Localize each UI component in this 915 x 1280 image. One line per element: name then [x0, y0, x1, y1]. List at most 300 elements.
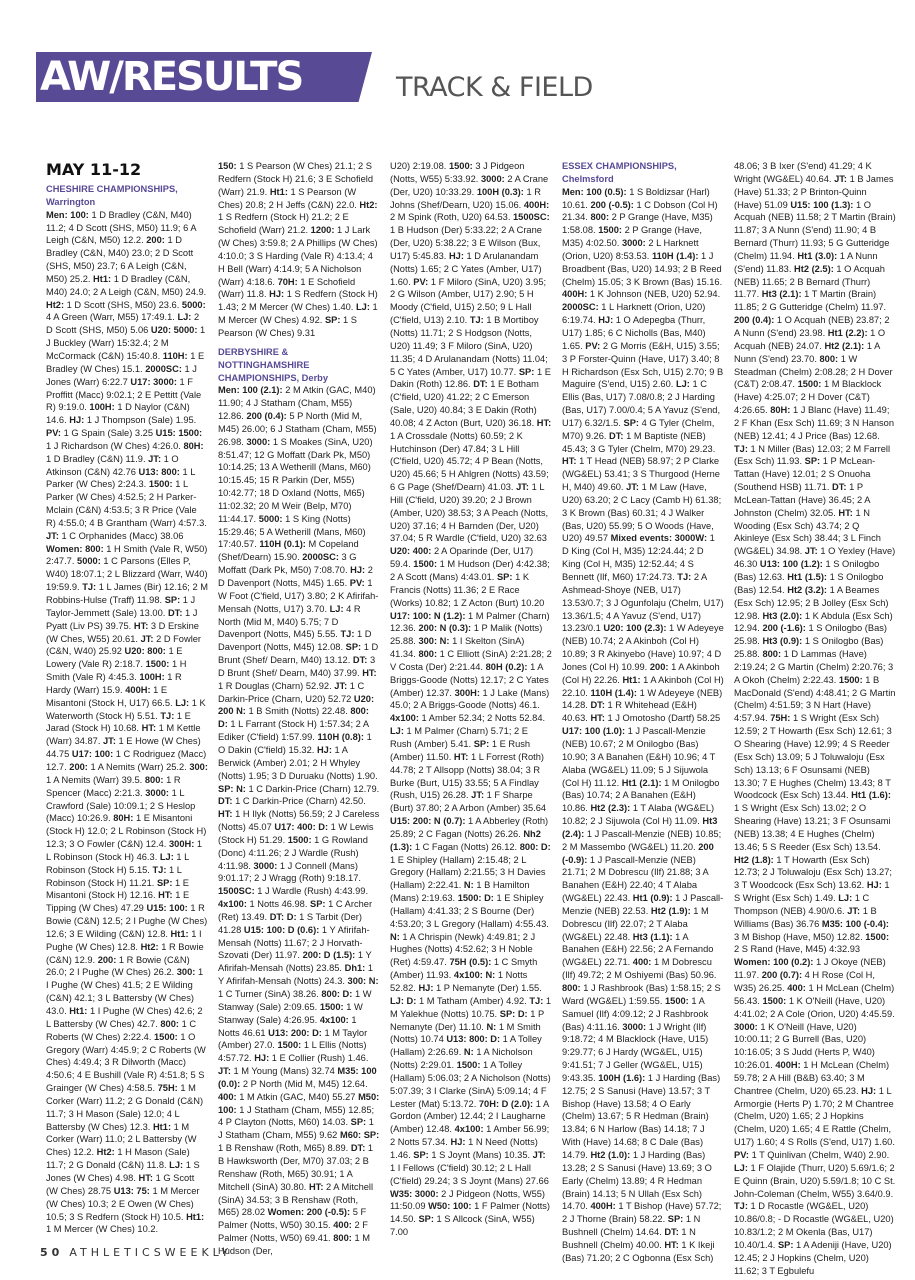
result-text: 1 L Parker (W Ches) 2:24.3. [46, 466, 196, 490]
result-text: 1 K Francis (Notts) 11.36; 2 E Race (Works) 10.82; 1 Z Acton (Burt) 10.20 [390, 572, 545, 608]
result-text: 1 J Taylor-Jemmett (Sale) 13.00. [46, 595, 196, 618]
result-text: 1 M Blacklock (Have) 4:25.07; 2 H Dover (C&T) 4:26.65. [734, 379, 882, 416]
result-text: 1 J Statham (Cham, M55) 9.62 [218, 1117, 374, 1141]
result-text: 1 E Schofield (Warr) 11.8. [218, 276, 356, 300]
results-column-2 [218, 160, 380, 1256]
result-text: 1 A Akinboh (Col H) 22.26. [562, 661, 720, 685]
event-label: Ht1: [622, 674, 641, 685]
result-text: 1 N Need (Notts) 1.46. [390, 1137, 538, 1160]
result-text: 1 A Nicholson (Notts) 2:29.01. [390, 1047, 533, 1071]
event-label: HT: [138, 1172, 153, 1183]
result-text: 3 M Bishop (Have, M50) 12.82. [734, 931, 863, 942]
event-label: SP: D: [499, 1008, 528, 1019]
event-label: LJ: [175, 697, 190, 708]
event-label: 75H (0.5): [449, 957, 492, 968]
event-label: 200 (0.4): [734, 315, 775, 326]
event-label: Ht2 (2.5): [794, 263, 834, 274]
result-text: 1 Y Afirifah-Mensah (Notts) 23.85. [218, 950, 372, 974]
event-label: LJ: [390, 726, 404, 737]
event-label: 1500: [145, 659, 170, 670]
event-label: U17: 100: [71, 749, 114, 760]
event-label: U20: 200 N: [218, 693, 375, 717]
event-label: SP: [473, 738, 490, 749]
result-text: 2 D Fowler (C&N, W40) 25.92 [46, 633, 202, 657]
event-label: 1500SC: [513, 212, 550, 223]
event-label: Ht1: [93, 273, 112, 284]
result-text: 48.06; 3 B Ixer (S'end) 41.29; 4 K Wright (WG&EL) 40.64. [734, 161, 872, 184]
event-label: DT: [590, 700, 605, 711]
event-label: 400: [632, 957, 652, 968]
event-label: 200 (-1.6): [762, 623, 806, 634]
event-label: 1200: [310, 225, 335, 236]
result-text: 1 C Turner (SinA) 38.26. [218, 989, 319, 999]
result-text: 1 H McLean (Chelm) 59.78; 2 A Hill (B&B) 63.40; 3 M Chantree (Chelm, U20) 65.23. [734, 1060, 890, 1096]
result-text: 1 J Omotosho (Dartf) 58.25 [607, 713, 721, 724]
event-label: DT: [218, 796, 233, 807]
event-label: 100H (1.6): [598, 1072, 646, 1083]
result-text: M Copeland (Shef/Dearn) 15.90. [218, 539, 359, 563]
result-text: 1 M Smith (Notts) 10.74 [390, 1021, 541, 1045]
result-text: 1 F Palmer (Notts) 14.50. [390, 1201, 551, 1225]
result-text: 1 I Pughe (W Ches) 12.8. [46, 928, 202, 952]
result-text: 1 M Taylor (Amber) 27.0. [218, 1027, 368, 1051]
result-text: 1 A Tolley (Hallam) 5:06.03; 2 A Nicholson (Notts) 5:07.39; 3 I Clarke (SinA) 5:09.14; 4 F Lester (Mat) 5:13.72. [390, 1060, 551, 1109]
result-text: 2 J Pidgeon (Notts, W55) 11:50.09 [390, 1188, 546, 1212]
event-label: 200 (-0.5): [590, 199, 634, 210]
result-text: 1 E Misantoni (Stock H, U17) 66.5. [46, 684, 173, 708]
result-text: 1 R Douglas (Charn) 52.92. [218, 680, 332, 691]
event-label: 800: D: [218, 706, 369, 730]
result-text: 2 F Palmer (Notts, W50) 69.41. [218, 1220, 368, 1244]
event-label: TJ: [529, 995, 544, 1006]
result-text: 1 J Wardle (Rush) 4:43.99. [257, 886, 369, 897]
event-label: PV: [585, 340, 601, 351]
result-text: 1 A Briggs-Goode (Notts) 12.17; 2 C Yates (Amber) 12.37. [390, 661, 549, 698]
result-text: 1 R Bowie (C&N) 26.0; 2 I Pughe (W Ches) 26.2. [46, 954, 190, 978]
event-label: SP: [324, 315, 341, 326]
result-text: 2 A Crane (Der, U20) 10:33.29. [390, 173, 549, 197]
event-label: JT: [218, 1066, 231, 1077]
event-label: 1500: [277, 1040, 302, 1051]
event-label: HJ: [69, 415, 85, 426]
event-label: 110H (1.4): [651, 250, 699, 261]
event-label: 1500: D: [457, 893, 494, 904]
event-label: 200: [146, 235, 165, 246]
result-text: 1 C Darkin-Price (Charn) 42.50. [235, 796, 366, 807]
result-text: 1 Amber 56.99; 2 Notts 57.34. [390, 1124, 550, 1148]
event-label: 80H (0.2): [485, 661, 528, 672]
event-label: 400: [333, 1220, 352, 1231]
event-label: SP: [667, 1214, 684, 1225]
result-text: 1 J Wright (Ilf) 9:18.72; 4 M Blacklock (Have, U15) 9:29.77; 6 J Hardy (WG&EL, U15) 9:41.51; 7 J Geller (WG&EL, U15) 9:43.35. [562, 1021, 709, 1083]
result-text: 1 E Misantoni (Stock H) 12.16. [46, 877, 190, 901]
result-text: 1 M Kettle (Warr) 34.87. [46, 723, 201, 747]
result-text: 1 S Moakes (SinA, U20) 8:51.47; 12 G Moffatt (Dark Pk, M50) 10:14.25; 13 A Wetherill (Mans, M60) 10:15.45; 15 R Parkin (Der, M55) 10:42.77; 18 D Oxland (Notts, M65) 11:02.32; 20 M Weir (Belp, M70) 11:44.17. [218, 436, 373, 524]
result-text: 1 N Bushnell (Chelm) 40.00. [562, 1227, 696, 1250]
result-text: 1 I Pughe (W Ches) 41.5; 2 E Wilding (C&N) 42.1; 3 L Battersby (W Ches) 43.0. [46, 967, 204, 1016]
event-label: Ht1 (2.1): [621, 777, 662, 788]
event-label: 1500: [762, 995, 787, 1006]
result-text: 1 L Harknett (Orion, U20) 6:19.74. [562, 302, 706, 326]
result-text: 1 D Naylor (C&N) 14.6. [46, 402, 190, 426]
event-label: 80H: [113, 813, 134, 824]
event-label: LJ: [355, 302, 370, 313]
event-label: 200: D (1.5): [302, 950, 356, 961]
event-label: 800: [333, 1233, 352, 1244]
result-text: 1 M Palmer (Charn) 12.36. [390, 610, 550, 634]
result-text: 1 K Waterworth (Stock H) 5.51. [46, 697, 206, 721]
result-text: 1 O Acquah (NEB) 11.65; 2 B Bernard (Thurr) 11.77. [734, 263, 885, 300]
meeting-heading: ESSEX CHAMPIONSHIPS, Chelmsford [562, 161, 677, 184]
result-text: 1 J Buckley (Warr) 15:32.4; 2 M McCormack (C&N) 15:40.8. [46, 325, 206, 361]
event-label: LJ: [838, 893, 853, 904]
result-text: 1 K Ikeji (Bas) 71.20; 2 C Ogbonna (Esx Sch) [562, 1239, 715, 1263]
event-label: LJ: [734, 1162, 748, 1173]
results-column-5 [734, 160, 896, 1276]
event-label: 800: [590, 212, 610, 223]
result-text: 1 P Malik (Notts) 25.88. [390, 623, 543, 647]
result-text: 1 C Smyth (Amber) 11.93. [390, 957, 538, 981]
event-label: DT: D: [269, 911, 297, 922]
result-text: 1 P McLean-Tattan (Have) 36.45; 2 A Johnston (Chelm) 32.05. [734, 482, 870, 518]
result-text: 1 W Stanway (Sale) 2:09.65. [218, 989, 372, 1012]
event-label: JT: [834, 173, 847, 184]
result-text: 1 J Thompson (Sale) 1.95. [86, 415, 197, 426]
result-text: 1 L Crawford (Sale) 10:09.1; 2 S Heslop (Macc) 10:26.9. [46, 787, 196, 824]
result-text: 1 A Banahen (E&H) 22.56; 2 A Fernando (WG&EL) 22.71. [562, 931, 714, 968]
result-text: 1 S Wright (Esx Sch) 1.49. [734, 880, 890, 904]
result-text: 1 M Baptiste (NEB) 45.43; 3 G Tyler (Chelm, M70) 29.23. [562, 430, 716, 454]
event-label: 300H: [168, 839, 195, 850]
event-label: 800: [418, 649, 438, 660]
result-text: 1 J Harding (Bas) 13.28; 2 S Sanusi (Have) 13.69; 3 O Early (Chelm) 13.89; 4 R Hedman (Brain) 14.13; 5 N Ullah (Esx Sch) 14.70. [562, 1149, 712, 1212]
result-text: 2 L Harknett (Orion, U20) 8:53.53. [562, 238, 699, 261]
result-text: 1 W Adeyeye (NEB) 10.74; 2 A Akinboh (Col H) 10.89; 3 R Akinyebo (Have) 10.97; 4 D Jones (Col H) 10.99. [562, 623, 724, 672]
event-label: 1500: [598, 225, 622, 236]
event-label: TJ: [734, 443, 748, 454]
event-label: 200: [649, 661, 669, 672]
event-label: HT: [133, 620, 149, 631]
event-label: Ht2 (1.8): [734, 854, 774, 865]
result-text: 1 J Blanc (Have) 11.49; 2 F Khan (Esx Sch) 11.69; 3 N Hanson (NEB) 12.41; 4 J Price (Bas) 12.68. [734, 405, 895, 441]
event-label: 4x100: [390, 713, 419, 724]
result-text: 1 D Brunt (Shef/ Dearn, M40) 13.12. [218, 642, 379, 666]
event-label: DT: [167, 607, 183, 618]
result-text: 1 D Lammas (Have) 2:19.24; 2 G Martin (Chelm) 2:20.76; 3 A Okoh (Chelm) 2:22.43. [734, 649, 894, 685]
section-title: TRACK & FIELD [396, 72, 593, 103]
event-label: N: [463, 1047, 474, 1058]
result-text: 1 S Onilogbo (Bas) 25.98. [734, 623, 888, 647]
result-text: 1 M Palmer (Charn) 5.71; 2 E Rush (Amber) 5.41. [390, 726, 528, 749]
event-label: SP: [623, 417, 640, 428]
result-text: 1 W Adeyeye (NEB) 14.28. [562, 687, 723, 711]
event-label: TJ: [677, 572, 692, 582]
event-label: 70H: [277, 276, 298, 287]
event-label: 800: D: [321, 989, 353, 999]
result-text: 1 G Spain (Sale) 3.25 [63, 428, 153, 439]
event-label: N: [486, 1021, 497, 1032]
result-text: 1 D Scott (SHS, M50) 23.6. [66, 299, 180, 310]
event-label: 80H: [183, 440, 204, 451]
event-label: 200 (0.4): [246, 411, 287, 422]
result-text: 1 J Pascall-Menzie (NEB) 10.85; 2 M Massembo (WG&EL) 11.20. [562, 828, 722, 852]
result-text: 1 R Bowie (C&N) 12.5; 2 I Pughe (W Ches) 12.6; 3 E Wilding (C&N) 12.8. [46, 903, 208, 939]
result-text: 1 O Yexley (Have) 46.30 [734, 546, 896, 570]
result-text: 1 O Acquah (NEB) 24.07. [734, 327, 886, 351]
event-label: 400: [787, 983, 806, 993]
event-label: N: [390, 931, 400, 942]
event-label: 200: [69, 761, 88, 772]
result-text: 1 M Dobrescu (Ilf) 22.07; 2 T Alaba (WG&EL) 22.48. [562, 905, 709, 942]
event-label: SP: [518, 366, 535, 377]
event-label: Women: 100 (0.2): [734, 957, 814, 968]
result-text: 1 P McLean-Tattan (Have) 12.01; 2 S Onuoha (Southend HSB) 11.71. [734, 456, 876, 493]
event-label: HT: [158, 890, 173, 901]
event-label: 110H: [162, 350, 188, 361]
event-label: HJ: [866, 880, 882, 891]
event-label: Dh1: [344, 963, 366, 974]
event-label: 3000: [621, 238, 646, 249]
result-text: 1 J Okoye (NEB) 11.97. [734, 957, 886, 981]
result-text: 1 M Tatham (Amber) 4.92. [418, 995, 527, 1006]
result-text: 1 F Sharpe (Burt) 37.80; 2 A Arbon (Amber) 35.64 [390, 790, 547, 814]
event-label: 1500: [154, 1031, 178, 1042]
result-text: 1 M Atkin (GAC, M40) 55.27 [239, 1091, 356, 1102]
result-text: 1 A Samuel (Ilf) 4:09.12; 2 J Rashbrook (Bas) 4:11.16. [562, 995, 709, 1032]
date-heading: MAY 11-12 [46, 160, 142, 179]
result-text: 1 T Alaba (WG&EL) 10.82; 2 J Sijuwola (Col H) 11.09. [562, 803, 715, 827]
event-label: M60: SP: [339, 1130, 380, 1141]
event-label: 1500: [797, 379, 822, 390]
event-label: LJ: [329, 603, 344, 614]
result-text: 1 E Dakin (Roth) 12.86. [390, 366, 551, 390]
result-text: 2 M Spink (Roth, U20) 64.53. [390, 212, 511, 223]
result-text: 1 S Jones (W Ches) 4.98. [46, 1160, 200, 1183]
event-label: Mixed events: 3000W: [610, 533, 708, 544]
result-text: 2 P Grange (Have, M35) 4:02.50. [562, 225, 702, 249]
result-text: 1 O Gregory (Warr) 4:45.9; 2 C Roberts (W Ches) 4:49.4; 3 R Dilworth (Macc) 4:50.6; 4 E Bushill (Vale R) 4:51.8; 5 S Grainger (W Ches) 4:58.5. [46, 1031, 206, 1094]
result-text: 1 H McLean (Chelm) 56.43. [734, 983, 895, 1006]
result-text: 1 B Smith (Notts) 22.48. [248, 706, 348, 717]
event-label: Ht1 (1.5): [787, 572, 828, 582]
event-label: Ht3 (0.9): [762, 636, 803, 647]
event-label: PV: [413, 276, 429, 287]
event-label: 400H: [562, 289, 588, 300]
event-label: Ht2 (1.9): [650, 905, 691, 916]
event-label: 3000: [480, 173, 505, 184]
result-text: 1 M Yalekhue (Notts) 10.75. [390, 995, 552, 1019]
result-text: 1 B Williams (Bas) 36.76 [734, 905, 877, 929]
event-label: LJ: [159, 851, 174, 862]
event-label: JT: [148, 453, 162, 464]
result-text: 1 C Darkin-Price (Charn) 12.79. [248, 783, 380, 794]
event-label: 400H: [125, 684, 151, 695]
result-text: 2 G Morris (E&H, U15) 3.55; 3 P Forster-Quinn (Have, U17) 3.40; 8 H Richardson (Esx Sch, U15) 2.70; 9 B Maguire (S'end, U15) 2.60. [562, 340, 724, 390]
result-text: 1 J Jones (Warr) 6:22.7 [46, 363, 197, 387]
magazine-name: ATHLETICSWEEKLY [69, 1246, 233, 1259]
event-label: 1500SC: [218, 886, 255, 897]
result-text: 1 H Smith (Vale R, W50) 2:47.7. [46, 543, 208, 567]
event-label: TJ: [82, 582, 97, 593]
result-text: 1 A Abberley (Roth) 25.89; 2 C Fagan (Notts) 26.26. [390, 816, 549, 839]
result-text: 1 J Pascall-Menzie (NEB) 22.53. [562, 893, 724, 916]
event-label: Ht3 (2.4): [562, 816, 718, 839]
result-text: 1 C Roberts (W Ches) 2:22.4. [46, 1018, 197, 1042]
event-label: 4x100: [454, 1124, 484, 1135]
result-text: 1 C Orphanides (Macc) 38.06 [61, 530, 184, 541]
event-label: HT: [590, 713, 605, 724]
result-text: 1 C Elliott (SinA) 2:21.28; 2 V Costa (Der) 2:21.44. [390, 649, 552, 672]
result-text: 1 F Olajide (Thurr, U20) 5.69/1.6; 2 E Quinn (Brain, U20) 5.59/1.8; 10 C St. John-Coleman (Chelm, W55) 3.64/0.9. [734, 1162, 896, 1199]
event-label: 1500: [287, 834, 312, 845]
event-label: Ht2 (2.3): [590, 803, 631, 814]
event-label: U20: 800: [124, 646, 166, 657]
event-label: Nh2 (1.3): [390, 828, 541, 852]
result-text: 1 J Richardson (W Ches) 4:26.0. [46, 440, 181, 451]
result-text: 1 J Lark (W Ches) 3:59.8; 2 A Phillips (W Ches) 4:10.0; 3 S Harding (Vale R) 4:13.4; 4 H Bell (Warr) 4:14.9; 5 A Nicholson (Warr) 4:18.6. [218, 225, 378, 287]
result-text: 1 A Nunn (S'end) 23.70. [734, 340, 880, 364]
event-label: 5000: [258, 513, 283, 524]
result-text: 1 S King (Notts) 15:29.46; 5 A Wetherill (Mans, M60) 17:40.57. [218, 513, 366, 550]
event-label: JT: [516, 482, 530, 493]
result-text: 3 G Moffatt (Dark Pk, M50) 7:08.70. [218, 552, 357, 576]
event-label: LJ: [169, 1160, 184, 1171]
event-label: HJ: [598, 315, 614, 326]
event-label: Men: 100: [46, 209, 89, 220]
event-label: HJ: [861, 1085, 877, 1096]
result-text: 1 S Wright (Esx Sch) 13.02; 2 O Shearing (Have) 13.21; 3 F Osunsami (NEB) 13.38; 4 E Hughes (Chelm) 13.46; 5 S Reeder (Esx Sch) 13.54. [734, 803, 891, 852]
result-text: 1 M Dobrescu (Ilf) 49.72; 2 M Oshiyemi (Bas) 50.96. [562, 957, 717, 981]
result-text: 1 W Lewis (Stock H) 51.29. [218, 822, 374, 845]
result-text: 2 A Oparinde (Der, U17) 59.4. [390, 546, 534, 570]
result-text: 1 E Lowery (Vale R) 2:18.7. [46, 646, 183, 670]
event-label: Ht2: [140, 941, 159, 952]
event-label: TJ: [734, 1201, 748, 1212]
event-label: Ht3 (2.1): [761, 289, 802, 300]
result-text: 1 H Ilyk (Notts) 56.59; 2 J Careless (Notts) 45.07 [218, 809, 380, 833]
result-text: 3 J Pidgeon (Notts, W55) 5:33.92. [390, 161, 525, 184]
result-text: 1 D Bradley (C&N, M40) 11.2; 4 D Scott (SHS, M50) 11.9; 6 A Leigh (C&N, M50) 12.2. [46, 209, 197, 246]
result-text: 1 M Law (Have, U20) 63.20; 2 C Lacy (Camb H) 61.38; 3 K Brown (Bas) 60.31; 4 J Walker (Bas, U20) 55.99; 5 O Woods (Have, U20) 49.57 [562, 482, 722, 544]
event-label: 400H: [775, 1060, 801, 1071]
result-text: 1 W Steadman (Chelm) 2:08.28; 2 H Dover (C&T) 2:08.47. [734, 353, 893, 390]
results-banner [36, 52, 372, 102]
result-text: 1 S Redfern (Stock H) 21.2; 2 E Schofield (Warr) 21.2. [218, 212, 349, 236]
result-text: 1 F Proffitt (Macc) 9:02.1; 2 E Pettitt (Vale R) 9:19.0. [46, 376, 202, 413]
results-text [390, 160, 552, 1239]
result-text: 1 A Crossdale (Notts) 60.59; 2 K Hutchinson (Der) 47.84; 3 L Hill (C'field, U20) 45.72; 4 P Bean (Notts, U20) 45.66; 5 H Ahlgren (Notts) 43.59; 6 G Page (Shef/Dearn) 41.03. [390, 430, 549, 493]
result-text: 1 R Whitehead (E&H) 40.63. [562, 700, 697, 724]
result-text: 3 D Brunt (Shef/ Dearn, M40) 37.99. [218, 655, 376, 678]
event-label: HJ: [254, 1053, 270, 1064]
event-label: U13: 800: [138, 466, 180, 477]
result-text: 4 G Tyler (Chelm, M70) 9.26. [562, 417, 715, 441]
result-text: 1 C Fagan (Notts) 26.12. [414, 841, 518, 852]
page-footer [40, 1246, 232, 1259]
event-label: JT: [847, 905, 861, 916]
event-label: HJ: [450, 1137, 466, 1148]
event-label: 2000SC: [302, 552, 339, 563]
event-label: 4x100: [218, 899, 247, 910]
result-text: 1 L Armorgie (Herts P) 1.70; 2 M Chantree (Chelm, U20) 1.65; 2 J Hopkins (Chelm, U20) 1.65; 4 E Rattle (Chelm, U17) 1.60; 4 S Rolls (S'end, U17) 1.60. [734, 1085, 895, 1148]
result-text: 2 D Scott (SHS, M50) 5.06 [46, 312, 200, 336]
event-label: JT: [471, 790, 485, 801]
event-label: TJ: [160, 710, 175, 721]
result-text: 1 M Mercer (W Ches) 10.2. [46, 1224, 159, 1235]
result-text: 1 C Ellis (Bas, U17) 7.08/0.8; 2 J Harding (Bas, U17) 7.00/0.4; 5 A Yavuz (S'end, U17) 6.32/1.5. [562, 379, 721, 428]
result-text: 1 E Botham (C'field, U20) 41.22; 2 C Emerson (Sale, U20) 40.84; 3 E Dakin (Roth) 40.08; 4 Z Acton (Burt, U20) 36.18. [390, 379, 539, 428]
result-text: 1 T Head (NEB) 58.97; 2 P Clarke (WG&EL) 53.41; 3 S Thurgood (Herne H, M40) 49.60. [562, 456, 720, 493]
results-block [390, 160, 552, 1239]
result-text: 1 D King (Col H, M35) 12:24.44; 2 D King (Col H, M35) 12:52.44; 4 S Bennett (Ilf, M60) 17:24.73. [562, 533, 715, 582]
event-label: 80H: [770, 405, 791, 416]
result-text: 1 S Pearson (W Ches) 21.1; 2 S Redfern (Stock H) 21.6; 3 E Schofield (Warr) 21.9. [218, 161, 374, 197]
event-label: HT: [362, 667, 377, 678]
event-label: Ht2 (1.0): [590, 1149, 631, 1160]
result-text: 1 K O'Neill (Have, U20) 4:41.02; 2 A Cole (Orion, U20) 4:45.59. [734, 995, 895, 1019]
event-label: PV: [349, 578, 365, 588]
result-text: 1 T Martin (Brain) 11.85; 2 G Gutteridge (Chelm) 11.97. [734, 289, 887, 313]
result-text: 1 R Spencer (Macc) 2:21.3. [46, 774, 181, 798]
result-text: 1 D Rocastle (WG&EL, U20) 10.86/0.8; - D Rocastle (WG&EL, U20) 10.83/1.2; 2 M Okenla (Bas, U17) 10.40/1.4. [734, 1201, 894, 1250]
result-text: 1 Y Afirifah-Mensah (Notts) 11.67; 2 J Horvath-Szovati (Der) 11.97. [218, 924, 370, 961]
event-label: 800: D: [519, 841, 551, 852]
event-label: SP: [418, 1214, 434, 1225]
event-label: M35: 100 (0.0): [218, 1066, 377, 1089]
result-text: 1 R Hardy (Warr) 15.9. [46, 672, 182, 695]
event-label: HJ: [316, 744, 332, 755]
result-text: 1 E Shipley (Hallam) 2:15.48; 2 L Gregory (Hallam) 2:21.55; 3 H Davies (Hallam) 2:22.41. [390, 854, 546, 891]
result-text: 1 L Forrest (Roth) 44.78; 2 T Allsopp (Notts) 38.04; 3 R Burke (Burt, U15) 33.55; 5 A Findlay (Rush, U15) 26.28. [390, 751, 545, 801]
result-text: 1 K O'Neill (Have, U20) 10:00.11; 2 G Burrell (Bas, U20) 10:16.05; 3 S Judd (Herts P, W40) 10:26.01. [734, 1021, 875, 1071]
result-text: 1 C Rodriguez (Macc) 12.7. [46, 749, 207, 772]
event-label: HJ: [448, 250, 464, 261]
result-text: 1 E Misantoni (Stock H) 12.0; 2 L Robinson (Stock H) 12.3; 3 O Fowler (C&N) 12.4. [46, 813, 207, 850]
event-label: Ht2: [46, 299, 65, 310]
event-label: U20: 5000: [150, 325, 198, 336]
event-label: Ht1: [170, 928, 189, 939]
event-label: SP: [310, 899, 326, 910]
event-label: 100H: [139, 672, 165, 683]
result-text: 1 M Young (Mans) 32.74 [233, 1066, 335, 1077]
result-text: 1 E Jarad (Stock H) 10.68. [46, 710, 191, 734]
event-label: Ht1: [152, 1121, 172, 1132]
result-text: 1 J Broadbent (Bas, U20) 14.93; 2 B Reed (Chelm) 15.05; 3 K Brown (Bas) 15.16. [562, 250, 723, 287]
event-label: U13: 100 (1.2): [759, 559, 823, 570]
event-label: 200: N (0.3): [418, 623, 472, 634]
event-label: 70H: D (2.0): [478, 1098, 534, 1109]
result-text: 1 B Hawksworth (Der, M70) 37.03; 2 B Renshaw (Roth, M65) 30.91; 1 A Mitchell (SinA) 30.80. [218, 1143, 374, 1192]
event-label: SP: N: [218, 783, 246, 794]
result-text: 1 A Nemits (Warr) 39.5. [46, 774, 143, 785]
event-label: Ht1 (3.0): [797, 250, 838, 261]
result-text: 1 D Bradley (C&N, M40) 24.0; 2 A Leigh (C&N, M50) 24.9. [46, 273, 207, 297]
result-text: 1 S Pearson (W Ches) 9.31 [218, 315, 358, 338]
result-text: 1 J Harding (Bas) 12.75; 2 S Sanusi (Have) 13.57; 3 T Bishop (Have) 13.58; 4 O Early (Chelm) 13.67; 5 R Hedman (Brain) 13.84; 6 N Harlow (Bas) 14.18; 7 J With (Have) 14.68; 8 C Dale (Bas) 14.79. [562, 1072, 721, 1160]
event-label: 4x100: [319, 1014, 349, 1025]
result-text: 2 M Atkin (GAC, M40) 11.90; 4 J Statham (Cham, M55) 12.86. [218, 385, 376, 422]
event-label: 1500: [456, 1060, 481, 1071]
event-label: 100H: [89, 402, 115, 413]
brand-logo: AW/RESULTS [40, 54, 303, 100]
result-text: 5 F Palmer (Notts, W50) 30.15. [218, 1207, 367, 1231]
result-text: 1 D Bradley (C&N) 11.9. [46, 453, 146, 464]
result-text: 1 J Statham (Cham, M55) 12.85; 4 P Clayton (Notts, M60) 14.03. [218, 1104, 375, 1128]
result-text: 1 B MacDonald (S'end) 4:48.41; 2 G Martin (Chelm) 4:51.59; 3 N Hart (Have) 4:57.94. [734, 674, 896, 724]
event-label: DT: [352, 655, 368, 666]
event-label: M50: 100: [218, 1091, 380, 1115]
event-label: JT: [140, 633, 154, 644]
